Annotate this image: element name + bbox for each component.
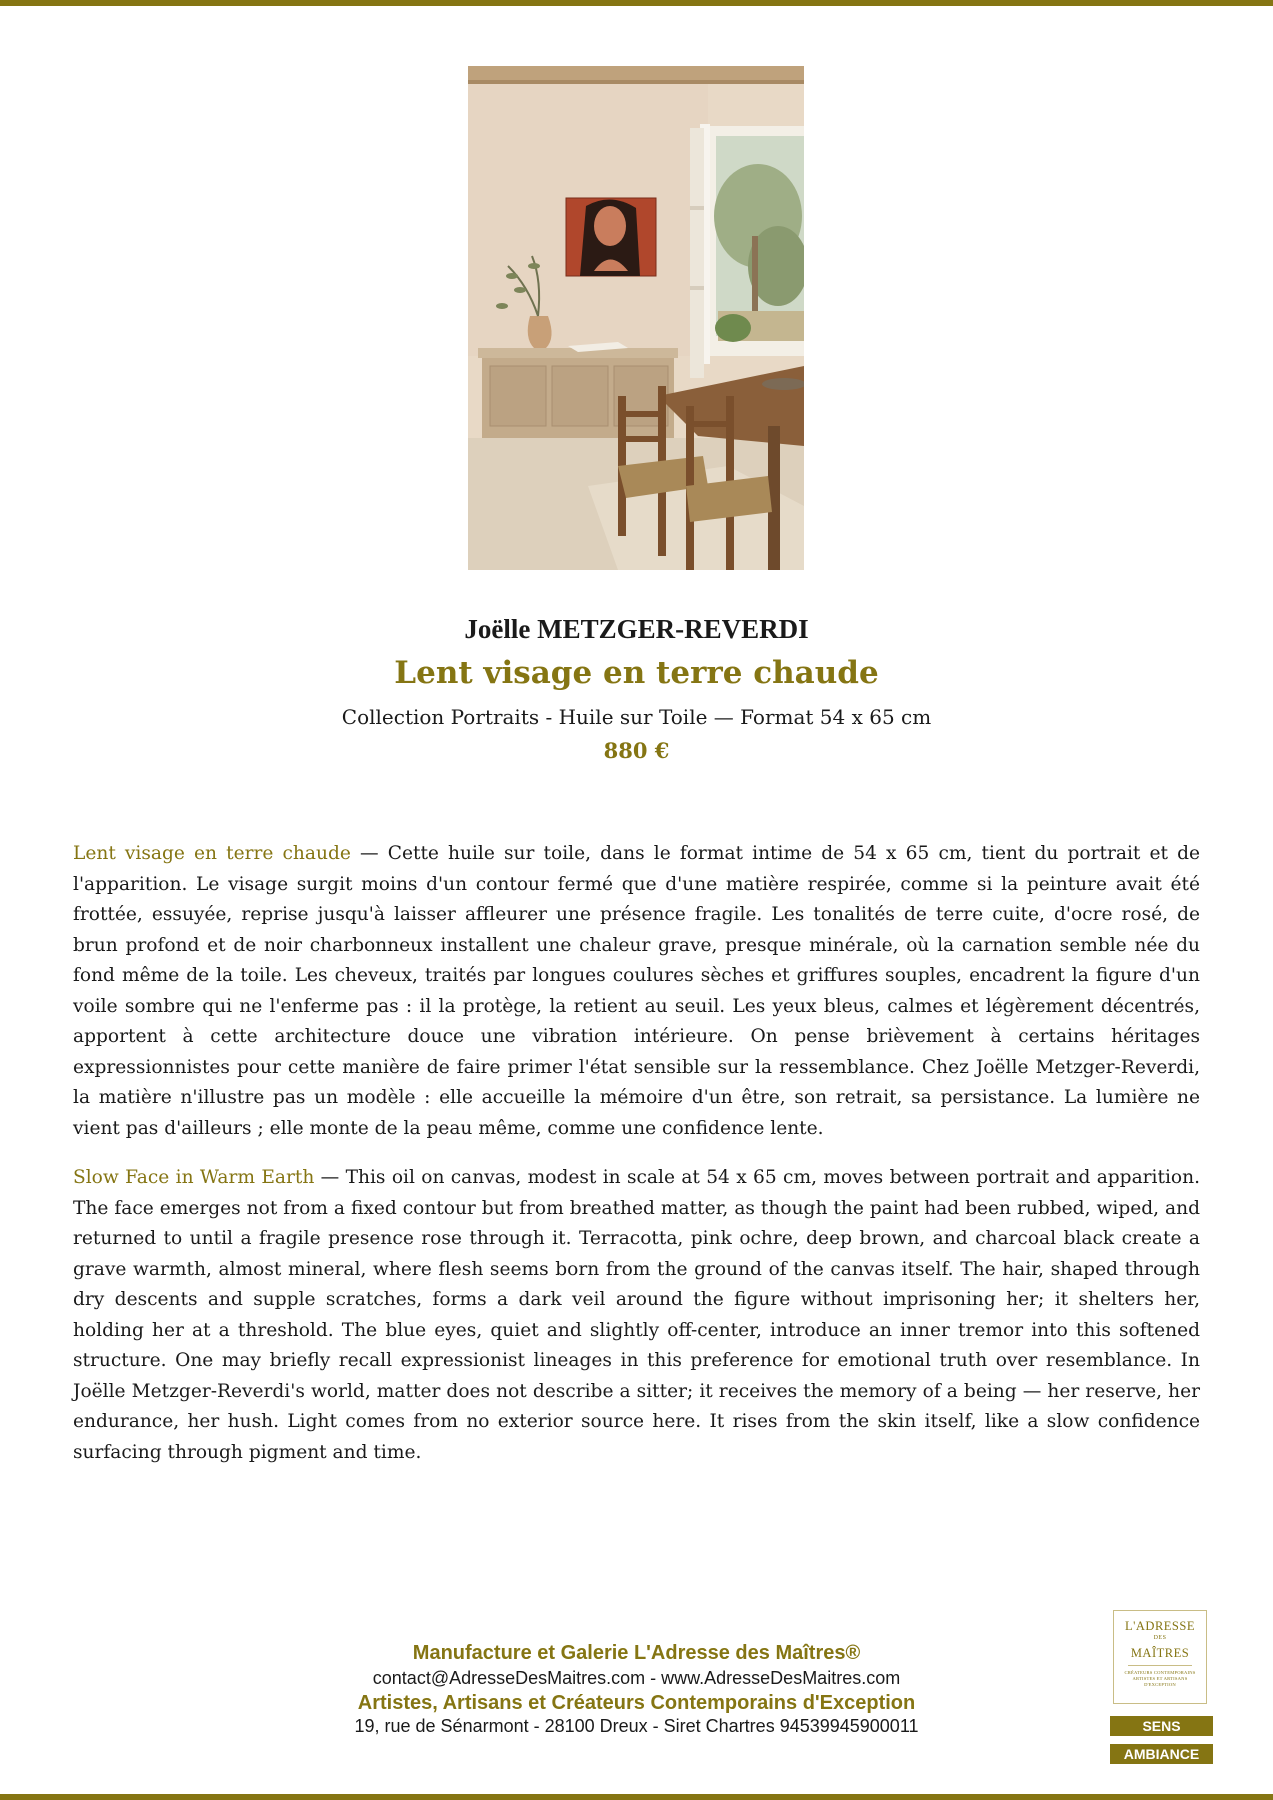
logo-line-1: L'ADRESSE [1125, 1619, 1195, 1633]
artwork-price: 880 € [603, 738, 670, 763]
logo-line-3: MAÎTRES [1130, 1646, 1190, 1660]
description-french [73, 839, 1200, 1144]
top-rule [0, 0, 1273, 6]
artwork-title: Lent visage en terre chaude [394, 655, 879, 691]
description-english-text: — This oil on canvas, modest in scale at 54 x 65 cm, moves between portrait and apparition. The face emerges not from a fixed contour but from breathed matter, as though the paint had been rubbed, wiped, and returned to until a fragile presence rose through it. Terracotta, pink ochre, deep brown, and charcoal black create a grave warmth, almost mineral, where flesh seems born from the ground of the canvas itself. The hair, shaped through dry descents and supple scratches, forms a dark veil around the figure without imprisoning her; it shelters her, holding her at a threshold. The blue eyes, quiet and slightly off-center, introduce an inner tremor into this softened structure. One may briefly recall expressionist lineages in this preference for emotional truth over resemblance. In Joëlle Metzger-Reverdi's world, matter does not describe a sitter; it receives the memory of a being — her reserve, her endurance, her hush. Light comes from no exterior source here. It rises from the skin itself, like a slow confidence surfacing through pigment and time. [73, 1167, 1201, 1463]
description-french-text: — Cette huile sur toile, dans le format intime de 54 x 65 cm, tient du portrait et de l'apparition. Le visage surgit moins d'un contour fermé que d'une matière respirée, comme si la peinture avait été frottée, essuyée, reprise jusqu'à laisser affleurer une présence fragile. Les tonalités de terre cuite, d'ocre rosé, de brun profond et de noir charbonneux installent une chaleur grave, presque minérale, où la carnation semble née du fond même de la toile. Les cheveux, traités par longues coulures sèches et griffures souples, encadrent la figure d'un voile sombre qui ne l'enferme pas : il la protège, la retient au seuil. Les yeux bleus, calmes et légèrement décentrés, apportent à cette architecture douce une vibration intérieure. On pense brièvement à certains héritages expressionnistes pour cette manière de faire primer l'état sensible sur la ressemblance. Chez Joëlle Metzger-Reverdi, la matière n'illustre pas un modèle : elle accueille la mémoire d'un être, son retrait, sa persistance. La lumière ne vient pas d'ailleurs ; elle monte de la peau même, comme une confidence lente. [73, 843, 1201, 1139]
address-line: 19, rue de Sénarmont - 28100 Dreux - Siret Chartres 94539945900011 [354, 1716, 919, 1736]
artist-name: Joëlle METZGER-REVERDI [464, 614, 809, 644]
tag-sens: SENS [1110, 1716, 1213, 1736]
description-english [73, 1163, 1200, 1468]
gallery-logo [1113, 1610, 1207, 1704]
bottom-rule [0, 1794, 1273, 1800]
artwork-photo [468, 66, 804, 570]
artwork-details: Collection Portraits - Huile sur Toile — Format 54 x 65 cm [341, 705, 932, 729]
gallery-name: Manufacture et Galerie L'Adresse des Maîtres® [412, 1642, 861, 1664]
gallery-tagline: Artistes, Artisans et Créateurs Contemporains d'Exception [357, 1692, 916, 1714]
logo-line-2: DES [1153, 1635, 1167, 1641]
tag-ambiance: AMBIANCE [1110, 1744, 1213, 1764]
logo-divider [1128, 1665, 1192, 1666]
logo-line-4: CRÉATEURS CONTEMPORAINS ARTISTES ET ARTISANS D'EXCEPTION [1124, 1670, 1196, 1687]
description-english-lead: Slow Face in Warm Earth [73, 1167, 315, 1188]
description-french-lead: Lent visage en terre chaude [73, 843, 351, 864]
contact-line: contact@AdresseDesMaitres.com - www.AdresseDesMaitres.com [372, 1668, 901, 1688]
